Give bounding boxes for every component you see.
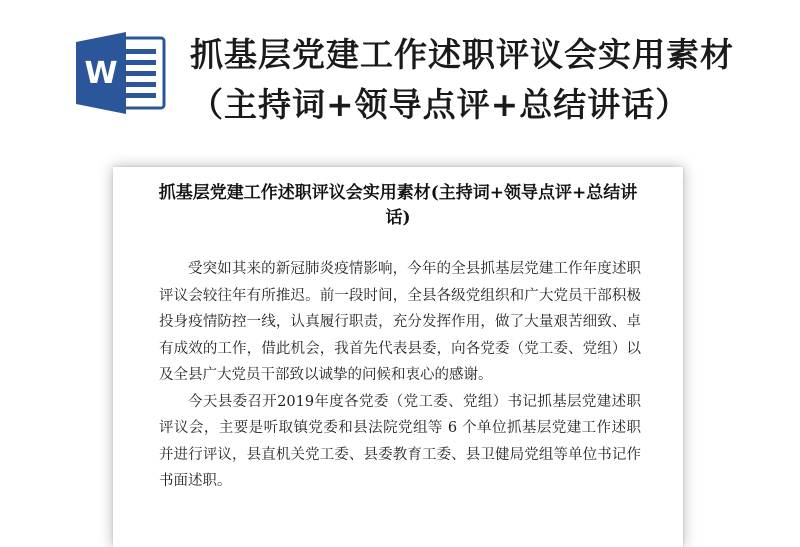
page-title: 抓基层党建工作述职评议会实用素材（主持词+领导点评+总结讲话） bbox=[190, 35, 734, 124]
word-document-icon bbox=[76, 32, 166, 114]
document-paragraph-2: 今天县委召开2019年度各党委（党工委、党组）书记抓基层党建述职评议会，主要是听取镇党委和县法院党组等 6 个单位抓基层党建工作述职并进行评议，县直机关党工委、县委教育工委、县卫健局党组等单位书记作书面述职。 bbox=[159, 393, 641, 489]
document-title: 抓基层党建工作述职评议会实用素材(主持词+领导点评+总结讲话) bbox=[158, 183, 638, 228]
preview-header bbox=[0, 0, 800, 150]
document-body bbox=[159, 256, 641, 495]
document-paragraph-1: 受突如其来的新冠肺炎疫情影响，今年的全县抓基层党建工作年度述职评议会较往年有所推迟。前一段时间，全县各级党组织和广大党员干部积极投身疫情防控一线，认真履行职责，充分发挥作用，做了大量艰苦细致、卓有成效的工作，借此机会，我首先代表县委，向各党委（党工委、党组）以及全县广大党员干部致以诚挚的问候和衷心的感谢。 bbox=[159, 261, 641, 383]
document-page-preview bbox=[113, 167, 683, 547]
word-icon-letter: W bbox=[84, 56, 118, 91]
